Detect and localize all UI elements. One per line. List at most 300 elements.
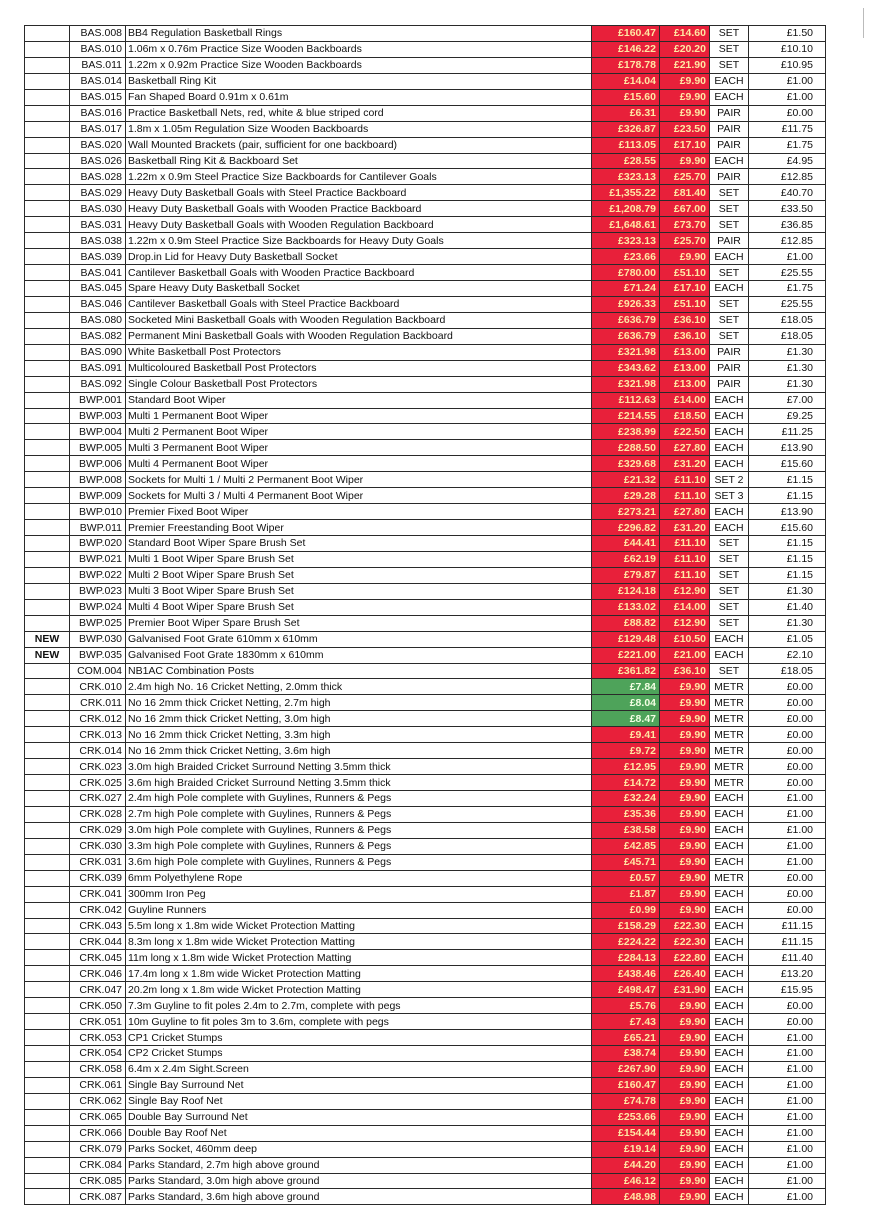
unit-price: £8.47 xyxy=(592,711,660,727)
table-row xyxy=(25,1109,826,1125)
product-code: CRK.023 xyxy=(70,759,126,775)
carriage-price: £11.10 xyxy=(660,488,710,504)
table-row xyxy=(25,806,826,822)
unit-price: £88.82 xyxy=(592,615,660,631)
product-description: 3.6m high Braided Cricket Surround Netting 3.5mm thick xyxy=(126,775,592,791)
unit-type: EACH xyxy=(710,89,749,105)
unit-price: £326.87 xyxy=(592,121,660,137)
product-code: CRK.029 xyxy=(70,822,126,838)
product-description: 1.06m x 0.76m Practice Size Wooden Backboards xyxy=(126,41,592,57)
product-description: Single Colour Basketball Post Protectors xyxy=(126,376,592,392)
table-row xyxy=(25,791,826,807)
extra-charge: £12.85 xyxy=(749,233,826,249)
carriage-price: £31.90 xyxy=(660,982,710,998)
product-description: Standard Boot Wiper Spare Brush Set xyxy=(126,536,592,552)
product-description: 1.22m x 0.92m Practice Size Wooden Backboards xyxy=(126,57,592,73)
product-description: 3.6m high Pole complete with Guylines, Runners & Pegs xyxy=(126,854,592,870)
product-code: CRK.050 xyxy=(70,998,126,1014)
carriage-price: £67.00 xyxy=(660,201,710,217)
table-row xyxy=(25,950,826,966)
product-description: Heavy Duty Basketball Goals with Wooden Practice Backboard xyxy=(126,201,592,217)
extra-charge: £1.15 xyxy=(749,472,826,488)
product-description: 2.4m high Pole complete with Guylines, Runners & Pegs xyxy=(126,791,592,807)
carriage-price: £20.20 xyxy=(660,41,710,57)
carriage-price: £9.90 xyxy=(660,1109,710,1125)
product-description: Multi 4 Permanent Boot Wiper xyxy=(126,456,592,472)
new-flag xyxy=(25,312,70,328)
unit-price: £14.04 xyxy=(592,73,660,89)
new-flag: NEW xyxy=(25,631,70,647)
table-row xyxy=(25,233,826,249)
table-row xyxy=(25,41,826,57)
unit-price: £221.00 xyxy=(592,647,660,663)
extra-charge: £0.00 xyxy=(749,886,826,902)
new-flag xyxy=(25,73,70,89)
extra-charge: £1.00 xyxy=(749,1061,826,1077)
table-row xyxy=(25,265,826,281)
extra-charge: £1.00 xyxy=(749,838,826,854)
table-row xyxy=(25,344,826,360)
unit-type: SET xyxy=(710,185,749,201)
product-code: CRK.027 xyxy=(70,791,126,807)
new-flag xyxy=(25,89,70,105)
table-row xyxy=(25,249,826,265)
unit-type: EACH xyxy=(710,966,749,982)
unit-type: EACH xyxy=(710,1061,749,1077)
product-code: CRK.053 xyxy=(70,1030,126,1046)
new-flag xyxy=(25,233,70,249)
extra-charge: £15.60 xyxy=(749,456,826,472)
unit-price: £79.87 xyxy=(592,567,660,583)
table-row xyxy=(25,583,826,599)
table-row xyxy=(25,121,826,137)
product-description: Parks Standard, 3.0m high above ground xyxy=(126,1173,592,1189)
unit-price: £113.05 xyxy=(592,137,660,153)
unit-price: £38.74 xyxy=(592,1046,660,1062)
unit-type: EACH xyxy=(710,249,749,265)
carriage-price: £36.10 xyxy=(660,328,710,344)
unit-price: £284.13 xyxy=(592,950,660,966)
extra-charge: £1.00 xyxy=(749,1141,826,1157)
carriage-price: £13.00 xyxy=(660,376,710,392)
carriage-price: £21.00 xyxy=(660,647,710,663)
extra-charge: £40.70 xyxy=(749,185,826,201)
extra-charge: £11.15 xyxy=(749,934,826,950)
carriage-price: £14.60 xyxy=(660,26,710,42)
unit-type: EACH xyxy=(710,1093,749,1109)
new-flag xyxy=(25,1030,70,1046)
extra-charge: £18.05 xyxy=(749,663,826,679)
extra-charge: £0.00 xyxy=(749,998,826,1014)
unit-price: £361.82 xyxy=(592,663,660,679)
product-code: BAS.016 xyxy=(70,105,126,121)
new-flag xyxy=(25,105,70,121)
unit-price: £321.98 xyxy=(592,376,660,392)
product-description: Multi 1 Boot Wiper Spare Brush Set xyxy=(126,551,592,567)
page-edge-mark xyxy=(863,8,870,38)
unit-price: £5.76 xyxy=(592,998,660,1014)
unit-type: EACH xyxy=(710,408,749,424)
new-flag xyxy=(25,1157,70,1173)
table-row xyxy=(25,488,826,504)
unit-type: PAIR xyxy=(710,121,749,137)
extra-charge: £1.30 xyxy=(749,376,826,392)
product-code: BAS.045 xyxy=(70,281,126,297)
unit-type: EACH xyxy=(710,902,749,918)
product-description: Cantilever Basketball Goals with Steel Practice Backboard xyxy=(126,296,592,312)
extra-charge: £7.00 xyxy=(749,392,826,408)
table-row xyxy=(25,727,826,743)
table-row xyxy=(25,57,826,73)
extra-charge: £4.95 xyxy=(749,153,826,169)
table-row xyxy=(25,1030,826,1046)
table-row xyxy=(25,201,826,217)
extra-charge: £1.00 xyxy=(749,73,826,89)
product-code: BWP.010 xyxy=(70,504,126,520)
unit-type: SET xyxy=(710,551,749,567)
unit-price: £160.47 xyxy=(592,1077,660,1093)
product-description: 11m long x 1.8m wide Wicket Protection Matting xyxy=(126,950,592,966)
extra-charge: £10.10 xyxy=(749,41,826,57)
table-row xyxy=(25,456,826,472)
extra-charge: £1.00 xyxy=(749,1125,826,1141)
unit-price: £133.02 xyxy=(592,599,660,615)
carriage-price: £9.90 xyxy=(660,249,710,265)
unit-type: EACH xyxy=(710,791,749,807)
table-row xyxy=(25,360,826,376)
product-code: CRK.045 xyxy=(70,950,126,966)
unit-price: £288.50 xyxy=(592,440,660,456)
new-flag xyxy=(25,902,70,918)
carriage-price: £9.90 xyxy=(660,1173,710,1189)
table-row xyxy=(25,1077,826,1093)
carriage-price: £22.80 xyxy=(660,950,710,966)
product-description: Multi 2 Boot Wiper Spare Brush Set xyxy=(126,567,592,583)
extra-charge: £1.00 xyxy=(749,1157,826,1173)
table-row xyxy=(25,1014,826,1030)
unit-price: £62.19 xyxy=(592,551,660,567)
table-row xyxy=(25,1125,826,1141)
product-description: Parks Socket, 460mm deep xyxy=(126,1141,592,1157)
product-description: Basketball Ring Kit & Backboard Set xyxy=(126,153,592,169)
extra-charge: £15.95 xyxy=(749,982,826,998)
extra-charge: £0.00 xyxy=(749,105,826,121)
table-row xyxy=(25,1189,826,1205)
unit-type: SET xyxy=(710,26,749,42)
extra-charge: £25.55 xyxy=(749,296,826,312)
unit-price: £45.71 xyxy=(592,854,660,870)
product-code: BWP.035 xyxy=(70,647,126,663)
unit-type: EACH xyxy=(710,1173,749,1189)
extra-charge: £36.85 xyxy=(749,217,826,233)
extra-charge: £1.00 xyxy=(749,791,826,807)
product-description: 7.3m Guyline to fit poles 2.4m to 2.7m, complete with pegs xyxy=(126,998,592,1014)
product-description: BB4 Regulation Basketball Rings xyxy=(126,26,592,42)
carriage-price: £17.10 xyxy=(660,281,710,297)
product-code: BWP.023 xyxy=(70,583,126,599)
extra-charge: £1.30 xyxy=(749,360,826,376)
table-row xyxy=(25,89,826,105)
carriage-price: £27.80 xyxy=(660,504,710,520)
product-code: BWP.020 xyxy=(70,536,126,552)
extra-charge: £1.00 xyxy=(749,1030,826,1046)
carriage-price: £9.90 xyxy=(660,886,710,902)
unit-price: £926.33 xyxy=(592,296,660,312)
carriage-price: £13.00 xyxy=(660,344,710,360)
new-flag xyxy=(25,344,70,360)
unit-type: EACH xyxy=(710,1157,749,1173)
table-row xyxy=(25,312,826,328)
unit-type: EACH xyxy=(710,1077,749,1093)
new-flag xyxy=(25,583,70,599)
price-list-body xyxy=(25,26,826,1205)
product-description: 8.3m long x 1.8m wide Wicket Protection Matting xyxy=(126,934,592,950)
product-description: 3.0m high Braided Cricket Surround Netting 3.5mm thick xyxy=(126,759,592,775)
table-row xyxy=(25,615,826,631)
table-row xyxy=(25,185,826,201)
unit-type: EACH xyxy=(710,838,749,854)
product-description: Fan Shaped Board 0.91m x 0.61m xyxy=(126,89,592,105)
unit-type: SET xyxy=(710,217,749,233)
table-row xyxy=(25,1046,826,1062)
unit-type: EACH xyxy=(710,1141,749,1157)
product-code: CRK.043 xyxy=(70,918,126,934)
product-code: BAS.030 xyxy=(70,201,126,217)
extra-charge: £0.00 xyxy=(749,759,826,775)
product-description: Heavy Duty Basketball Goals with Steel Practice Backboard xyxy=(126,185,592,201)
product-code: BWP.009 xyxy=(70,488,126,504)
product-code: BAS.080 xyxy=(70,312,126,328)
unit-price: £42.85 xyxy=(592,838,660,854)
product-description: No 16 2mm thick Cricket Netting, 3.6m high xyxy=(126,743,592,759)
unit-type: EACH xyxy=(710,886,749,902)
carriage-price: £9.90 xyxy=(660,822,710,838)
new-flag xyxy=(25,57,70,73)
product-code: BAS.090 xyxy=(70,344,126,360)
unit-type: EACH xyxy=(710,1030,749,1046)
new-flag xyxy=(25,392,70,408)
unit-type: EACH xyxy=(710,950,749,966)
unit-type: EACH xyxy=(710,1046,749,1062)
product-code: BWP.005 xyxy=(70,440,126,456)
table-row xyxy=(25,408,826,424)
unit-type: EACH xyxy=(710,281,749,297)
product-description: Premier Fixed Boot Wiper xyxy=(126,504,592,520)
carriage-price: £9.90 xyxy=(660,1093,710,1109)
product-description: Premier Boot Wiper Spare Brush Set xyxy=(126,615,592,631)
product-code: BAS.029 xyxy=(70,185,126,201)
carriage-price: £22.30 xyxy=(660,934,710,950)
product-description: Multi 3 Boot Wiper Spare Brush Set xyxy=(126,583,592,599)
product-code: BAS.020 xyxy=(70,137,126,153)
extra-charge: £0.00 xyxy=(749,711,826,727)
unit-type: EACH xyxy=(710,854,749,870)
unit-price: £238.99 xyxy=(592,424,660,440)
unit-price: £1,355.22 xyxy=(592,185,660,201)
table-row xyxy=(25,902,826,918)
product-code: BWP.004 xyxy=(70,424,126,440)
extra-charge: £25.55 xyxy=(749,265,826,281)
carriage-price: £9.90 xyxy=(660,1030,710,1046)
extra-charge: £1.50 xyxy=(749,26,826,42)
extra-charge: £1.00 xyxy=(749,1173,826,1189)
extra-charge: £11.75 xyxy=(749,121,826,137)
extra-charge: £1.40 xyxy=(749,599,826,615)
unit-price: £19.14 xyxy=(592,1141,660,1157)
product-code: CRK.030 xyxy=(70,838,126,854)
carriage-price: £12.90 xyxy=(660,615,710,631)
table-row xyxy=(25,918,826,934)
product-description: Multi 4 Boot Wiper Spare Brush Set xyxy=(126,599,592,615)
product-description: Sockets for Multi 1 / Multi 2 Permanent Boot Wiper xyxy=(126,472,592,488)
unit-price: £44.20 xyxy=(592,1157,660,1173)
new-flag xyxy=(25,918,70,934)
table-row xyxy=(25,424,826,440)
product-description: Single Bay Roof Net xyxy=(126,1093,592,1109)
new-flag xyxy=(25,599,70,615)
carriage-price: £9.90 xyxy=(660,870,710,886)
unit-price: £343.62 xyxy=(592,360,660,376)
extra-charge: £1.75 xyxy=(749,281,826,297)
new-flag xyxy=(25,1046,70,1062)
unit-price: £636.79 xyxy=(592,328,660,344)
extra-charge: £1.00 xyxy=(749,1093,826,1109)
carriage-price: £22.30 xyxy=(660,918,710,934)
unit-type: METR xyxy=(710,775,749,791)
product-description: 2.4m high No. 16 Cricket Netting, 2.0mm thick xyxy=(126,679,592,695)
table-row xyxy=(25,647,826,663)
unit-price: £29.28 xyxy=(592,488,660,504)
product-code: CRK.011 xyxy=(70,695,126,711)
extra-charge: £1.30 xyxy=(749,615,826,631)
new-flag xyxy=(25,806,70,822)
product-code: CRK.079 xyxy=(70,1141,126,1157)
unit-price: £46.12 xyxy=(592,1173,660,1189)
carriage-price: £9.90 xyxy=(660,998,710,1014)
product-code: CRK.031 xyxy=(70,854,126,870)
product-description: 6mm Polyethylene Rope xyxy=(126,870,592,886)
carriage-price: £9.90 xyxy=(660,759,710,775)
product-description: Multicoloured Basketball Post Protectors xyxy=(126,360,592,376)
extra-charge: £0.00 xyxy=(749,775,826,791)
unit-price: £1,648.61 xyxy=(592,217,660,233)
unit-type: PAIR xyxy=(710,169,749,185)
carriage-price: £9.90 xyxy=(660,1014,710,1030)
carriage-price: £11.10 xyxy=(660,551,710,567)
unit-price: £21.32 xyxy=(592,472,660,488)
unit-price: £12.95 xyxy=(592,759,660,775)
product-code: CRK.061 xyxy=(70,1077,126,1093)
product-description: 3.3m high Pole complete with Guylines, Runners & Pegs xyxy=(126,838,592,854)
product-description: 6.4m x 2.4m Sight.Screen xyxy=(126,1061,592,1077)
unit-type: EACH xyxy=(710,424,749,440)
unit-type: EACH xyxy=(710,918,749,934)
new-flag xyxy=(25,998,70,1014)
unit-type: PAIR xyxy=(710,360,749,376)
new-flag xyxy=(25,424,70,440)
carriage-price: £14.00 xyxy=(660,392,710,408)
carriage-price: £31.20 xyxy=(660,456,710,472)
carriage-price: £21.90 xyxy=(660,57,710,73)
carriage-price: £9.90 xyxy=(660,1077,710,1093)
unit-price: £158.29 xyxy=(592,918,660,934)
unit-type: METR xyxy=(710,870,749,886)
product-code: BWP.003 xyxy=(70,408,126,424)
unit-type: EACH xyxy=(710,934,749,950)
table-row xyxy=(25,1141,826,1157)
table-row xyxy=(25,137,826,153)
extra-charge: £1.75 xyxy=(749,137,826,153)
unit-price: £23.66 xyxy=(592,249,660,265)
product-code: BAS.082 xyxy=(70,328,126,344)
table-row xyxy=(25,679,826,695)
unit-price: £9.41 xyxy=(592,727,660,743)
unit-price: £6.31 xyxy=(592,105,660,121)
table-row xyxy=(25,169,826,185)
extra-charge: £18.05 xyxy=(749,312,826,328)
new-flag xyxy=(25,838,70,854)
extra-charge: £1.00 xyxy=(749,822,826,838)
product-description: Spare Heavy Duty Basketball Socket xyxy=(126,281,592,297)
new-flag xyxy=(25,1125,70,1141)
price-list-table xyxy=(24,25,826,1205)
unit-type: SET xyxy=(710,41,749,57)
carriage-price: £23.50 xyxy=(660,121,710,137)
product-code: BWP.030 xyxy=(70,631,126,647)
unit-type: EACH xyxy=(710,822,749,838)
extra-charge: £13.90 xyxy=(749,440,826,456)
carriage-price: £36.10 xyxy=(660,312,710,328)
unit-price: £323.13 xyxy=(592,169,660,185)
unit-type: PAIR xyxy=(710,233,749,249)
new-flag xyxy=(25,886,70,902)
extra-charge: £1.00 xyxy=(749,1046,826,1062)
table-row xyxy=(25,934,826,950)
carriage-price: £25.70 xyxy=(660,169,710,185)
unit-type: SET xyxy=(710,615,749,631)
product-description: Wall Mounted Brackets (pair, sufficient for one backboard) xyxy=(126,137,592,153)
carriage-price: £11.10 xyxy=(660,472,710,488)
carriage-price: £51.10 xyxy=(660,265,710,281)
unit-type: EACH xyxy=(710,1014,749,1030)
unit-type: EACH xyxy=(710,73,749,89)
unit-price: £178.78 xyxy=(592,57,660,73)
table-row xyxy=(25,998,826,1014)
carriage-price: £9.90 xyxy=(660,695,710,711)
table-row xyxy=(25,472,826,488)
product-description: 5.5m long x 1.8m wide Wicket Protection Matting xyxy=(126,918,592,934)
product-code: BAS.015 xyxy=(70,89,126,105)
new-flag xyxy=(25,1173,70,1189)
unit-type: EACH xyxy=(710,982,749,998)
new-flag xyxy=(25,265,70,281)
extra-charge: £11.15 xyxy=(749,918,826,934)
unit-price: £71.24 xyxy=(592,281,660,297)
carriage-price: £25.70 xyxy=(660,233,710,249)
table-row xyxy=(25,870,826,886)
product-code: BAS.011 xyxy=(70,57,126,73)
carriage-price: £17.10 xyxy=(660,137,710,153)
product-code: BWP.001 xyxy=(70,392,126,408)
product-code: CRK.066 xyxy=(70,1125,126,1141)
carriage-price: £14.00 xyxy=(660,599,710,615)
unit-price: £124.18 xyxy=(592,583,660,599)
new-flag xyxy=(25,567,70,583)
product-description: 300mm Iron Peg xyxy=(126,886,592,902)
product-code: CRK.084 xyxy=(70,1157,126,1173)
carriage-price: £81.40 xyxy=(660,185,710,201)
carriage-price: £12.90 xyxy=(660,583,710,599)
